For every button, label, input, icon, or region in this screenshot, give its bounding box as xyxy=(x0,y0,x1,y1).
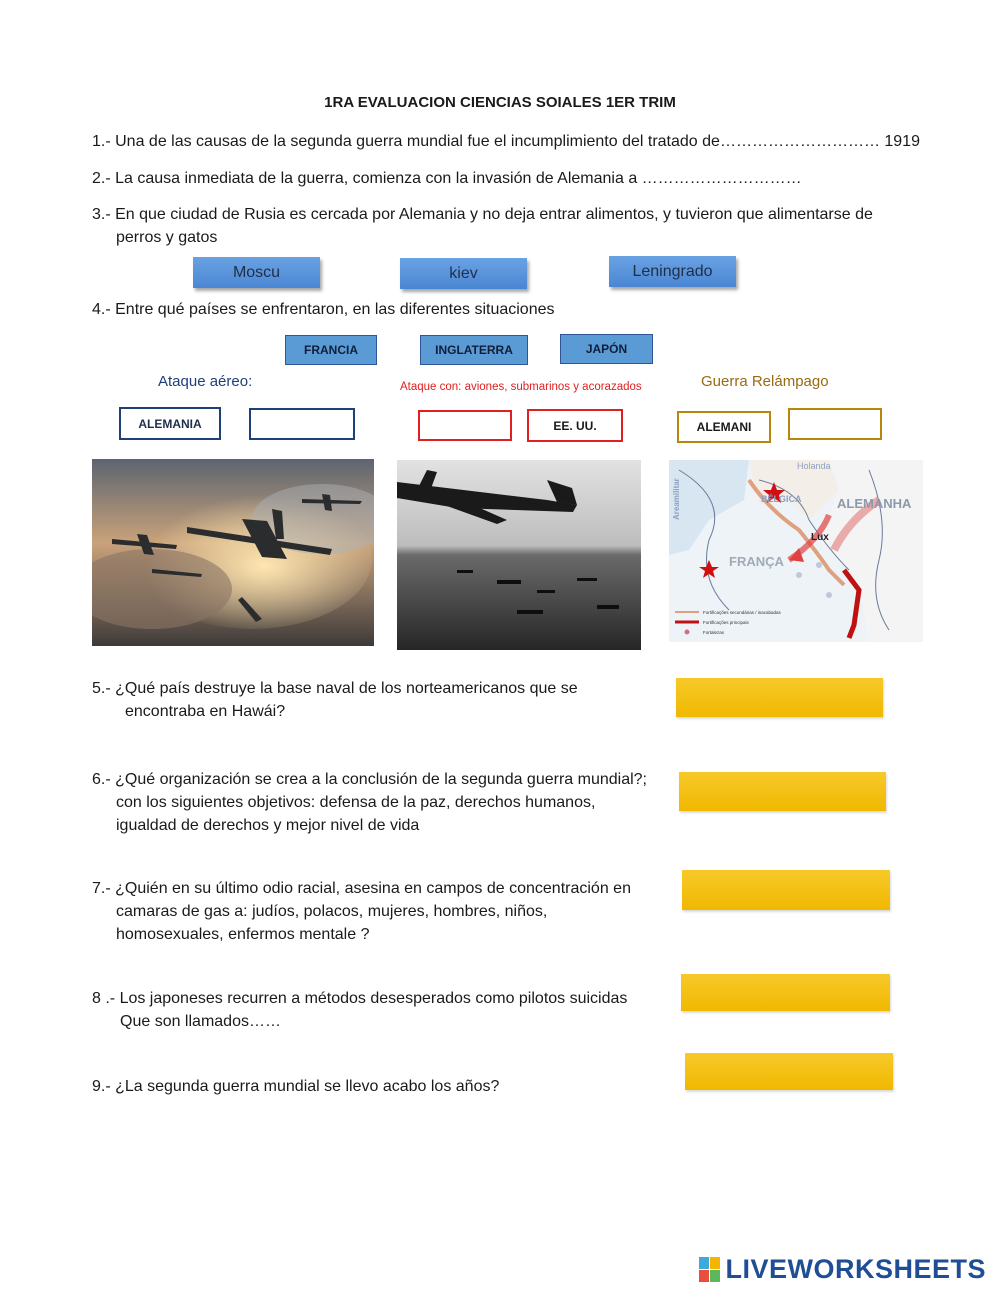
question-7-line2: camaras de gas a: judíos, polacos, mujeres, hombres, niños, xyxy=(116,903,548,920)
blitz-answer-slot[interactable] xyxy=(788,408,882,440)
answer-7-field[interactable] xyxy=(682,870,890,910)
map-label-belgica: BÉLGICA xyxy=(761,494,802,504)
question-8 xyxy=(92,987,627,1033)
air-attack-label: Ataque aéreo: xyxy=(158,373,253,390)
question-8-line2: Que son llamados…… xyxy=(120,1013,281,1030)
question-2: 2.- La causa inmediata de la guerra, comienza con la invasión de Alemania a ………………………… xyxy=(92,170,802,187)
air-answer-slot[interactable] xyxy=(249,408,355,440)
map-label-lux: Lux xyxy=(811,532,829,543)
answer-9-field[interactable] xyxy=(685,1053,893,1090)
question-4: 4.- Entre qué países se enfrentaron, en las diferentes situaciones xyxy=(92,301,555,318)
naval-attack-label: Ataque con: aviones, submarinos y acorazados xyxy=(400,381,642,393)
map-legend-secondary: Fortificações secundárias / inacabadas xyxy=(703,610,781,615)
map-label-franca: FRANÇA xyxy=(729,554,784,569)
option-inglaterra[interactable]: INGLATERRA xyxy=(420,335,528,365)
naval-answer-slot[interactable] xyxy=(418,410,512,441)
blitz-label: Guerra Relámpago xyxy=(701,373,829,390)
air-battle-image xyxy=(92,459,374,646)
option-moscu[interactable]: Moscu xyxy=(193,257,320,288)
option-kiev[interactable]: kiev xyxy=(400,258,527,289)
question-3-line2: perros y gatos xyxy=(116,229,218,246)
question-7 xyxy=(92,877,631,946)
question-5-line2: encontraba en Hawái? xyxy=(125,703,286,720)
answer-8-field[interactable] xyxy=(681,974,890,1011)
question-5-line1: 5.- ¿Qué país destruye la base naval de los norteamericanos que se xyxy=(92,680,578,697)
question-3-line1: 3.- En que ciudad de Rusia es cercada por Alemania y no deja entrar alimentos, y tuvieron que alimentarse de xyxy=(92,206,873,223)
option-japon[interactable]: JAPÓN xyxy=(560,334,653,364)
answer-6-field[interactable] xyxy=(679,772,886,811)
worksheet-title: 1RA EVALUACION CIENCIAS SOIALES 1ER TRIM xyxy=(324,94,676,111)
option-leningrado[interactable]: Leningrado xyxy=(609,256,736,287)
question-9: 9.- ¿La segunda guerra mundial se llevo acabo los años? xyxy=(92,1078,500,1095)
map-label-alemanha: ALEMANHA xyxy=(837,496,912,511)
question-6-line2: con los siguientes objetivos: defensa de la paz, derechos humanos, xyxy=(116,794,596,811)
map-legend-main: Fortificações principais xyxy=(703,620,749,625)
question-3 xyxy=(92,203,873,249)
map-legend-fortresses: Fortalezas xyxy=(703,630,725,635)
blitzkrieg-map-image xyxy=(669,460,923,642)
liveworksheets-logo-icon xyxy=(699,1257,721,1283)
question-1: 1.- Una de las causas de la segunda guerra mundial fue el incumplimiento del tratado de………………………… 1919 xyxy=(92,133,920,150)
answer-5-field[interactable] xyxy=(676,678,883,717)
blitz-answer-filled: ALEMANI xyxy=(677,411,771,443)
liveworksheets-logo xyxy=(699,1254,986,1285)
air-answer-filled: ALEMANIA xyxy=(119,407,221,440)
question-7-line1: 7.- ¿Quién en su último odio racial, asesina en campos de concentración en xyxy=(92,880,631,897)
question-5 xyxy=(92,677,578,723)
question-6-line1: 6.- ¿Qué organización se crea a la conclusión de la segunda guerra mundial?; xyxy=(92,771,647,788)
map-label-holanda: Holanda xyxy=(797,461,831,471)
question-6 xyxy=(92,768,647,837)
question-8-line1: 8 .- Los japoneses recurren a métodos desesperados como pilotos suicidas xyxy=(92,990,628,1007)
liveworksheets-logo-text: LIVEWORKSHEETS xyxy=(725,1254,986,1284)
question-6-line3: igualdad de derechos y mejor nivel de vida xyxy=(116,817,420,834)
question-7-line3: homosexuales, enfermos mentale ? xyxy=(116,926,370,943)
naval-answer-filled: EE. UU. xyxy=(527,409,623,442)
option-francia[interactable]: FRANCIA xyxy=(285,335,377,365)
naval-attack-image xyxy=(397,460,641,650)
map-label-areamilitar: Areamilitar xyxy=(672,478,681,520)
